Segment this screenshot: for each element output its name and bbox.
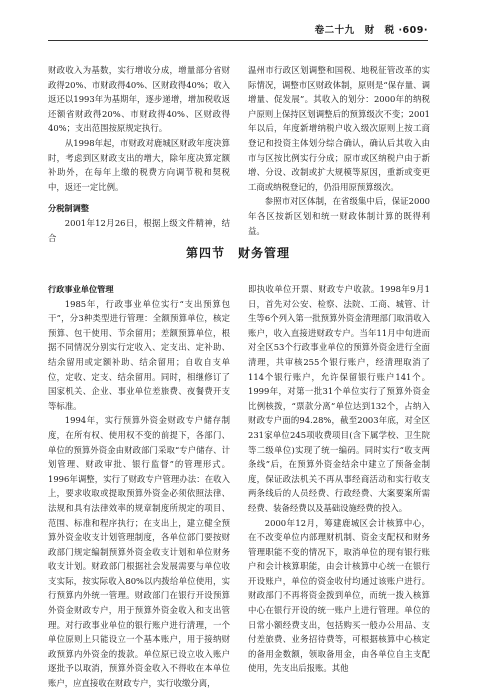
section-title: 第四节 财务管理 — [185, 246, 290, 260]
lower-right-column — [248, 282, 430, 676]
spacer — [48, 194, 230, 201]
upper-left-column — [48, 63, 230, 245]
upper-right-column — [248, 63, 430, 238]
paragraph: 即执收单位开票、财政专户收款。1998年9月1日，首先对公安、检察、法院、工商、城管、计生等6个列入第一批预算外资金清理部门取消收入账户，收入直接进财政专户。当年11月中旬进而对全区53个行政事业单位的预算外资金进行全面清理，共审核255个银行账户，经清理取消了114个银行账户，允许保留银行账户141个。1999年，对第一批31个单位实行了预算外资金比例核拨，“票款分离”单位达到132个，占纳入财政专户面的94.28%，截至2003年底，对全区231家单位245项收费项目(含下属学校、卫生院等二级单位)实现了统一编码。同时实行“收支两条线”后，在预算外资金结余中建立了预备金制度，保证政法机关不再从事经商活动和实行收支两条线后的人员经费、行政经费、大案要案所需经费、装备经费以及基础设施经费的投入。 — [248, 284, 430, 513]
paragraph: 温州市行政区划调整和国税、地税征管改革的实际情况，调整市区财政体制，原则是“保存量、调增量、促发展”。其收入的划分：2000年的纳税户原则上保持区划调整后的预算级次不变；2001年以后，年度新增纳税户收入级次原则上按工商登记和投资主体划分综合确认，确认后其收入由市与区按比例实行分成；原市或区纳税户由于新增、分设、改制或扩大规模等原因，重新或变更工商或纳税登记的，仍沿用原预算级次。 — [248, 65, 430, 192]
lower-left-column — [48, 282, 230, 691]
running-head-text: 卷二十九 财 税 ·609· — [314, 25, 428, 36]
paragraph: 1994年，实行预算外资金财政专户储存制度，在所有权、使用权不变的前提下，各部门、单位的预算外资金由财政部门采取“专户储存、计划管理、财政审批、银行监督”的管理形式。1996年调整，实行了财政专户管理办法：在收入上，要求收取或提取预算外资金必须依照法律、法规和具有法律效率的规章制度所规定的项目、范围、标准和程序执行；在支出上，建立健全预算外资金收支计划管理制度，各单位部门要按财政部门规定编制预算外资金收支计划和单位财务收支计划。财政部门根据社会发展需要与单位收支实际，按实际收入80%以内拨给单位使用，实行预算内外统一管理。财政部门在银行开设预算外资金财政专户，用于预算外资金收入和支出管理。对行政事业单位的银行账户进行清理，一个单位原则上只能设立一个基本账户，用于接纳财政预算内外资金的拨款。单位原已设立收入账户逐批予以取消，预算外资金收入不得收在本单位账户，应直接收在财政专户，实行收缴分离， — [48, 415, 230, 689]
running-header — [48, 22, 428, 41]
paragraph: 2000年12月，筹建鹿城区会计核算中心，在不改变单位内部理财机制、资金支配权和财务管理职能不变的情况下，取消单位的现有银行账户和会计核算职能，由会计核算中心统一在银行开设账户，单位的资金收付均通过该账户进行。财政部门不再将资金拨到单位，而统一拨入核算中心在银行开设的统一账户上进行管理。单位的日常小额经费支出，包括购买一般办公用品、支付差旅费、业务招待费等，可根据核算中心核定的备用金数额，领取备用金，由各单位自主支配使用，先支出后报账。其他 — [248, 517, 430, 674]
paragraph: 1985年，行政事业单位实行“支出预算包干”，分3种类型进行管理：全额预算单位，核定预算、包干使用、节余留用；差额预算单位，根据不同情况分别实行定收入、定支出、定补助、结余留用或定额补助、结余留用；自收自支单位，定收、定支、结余留用。同时，相继修订了国家机关、企业、事业单位差旅费、夜餐费开支等标准。 — [48, 298, 230, 411]
subheading: 行政事业单位管理 — [48, 284, 114, 294]
paragraph: 财政收入为基数，实行增收分成，增量部分省财政得20%、市财政得40%、区财政得40%；收入返还以1993年为基期年，逐步递增，增加税收返还额省财政得20%、市财政得40%、区财政得40%；支出范围按原规定执行。 — [48, 65, 230, 134]
paragraph: 从1998年起，市财政对鹿城区财政年度决算时，考虑到区财政支出的增大，除年度决算定额补助外，在每年上缴的税费方向调节税和契税中，返还一定比例。 — [48, 137, 230, 192]
paragraph: 2001年12月26日，根据上级文件精神，结合 — [48, 217, 230, 243]
subheading: 分税制调整 — [48, 203, 89, 214]
paragraph: 参照市对区体制，在省级集中后，保证2000年各区按新区划和统一财政体制计算的既得利益。 — [248, 196, 430, 236]
